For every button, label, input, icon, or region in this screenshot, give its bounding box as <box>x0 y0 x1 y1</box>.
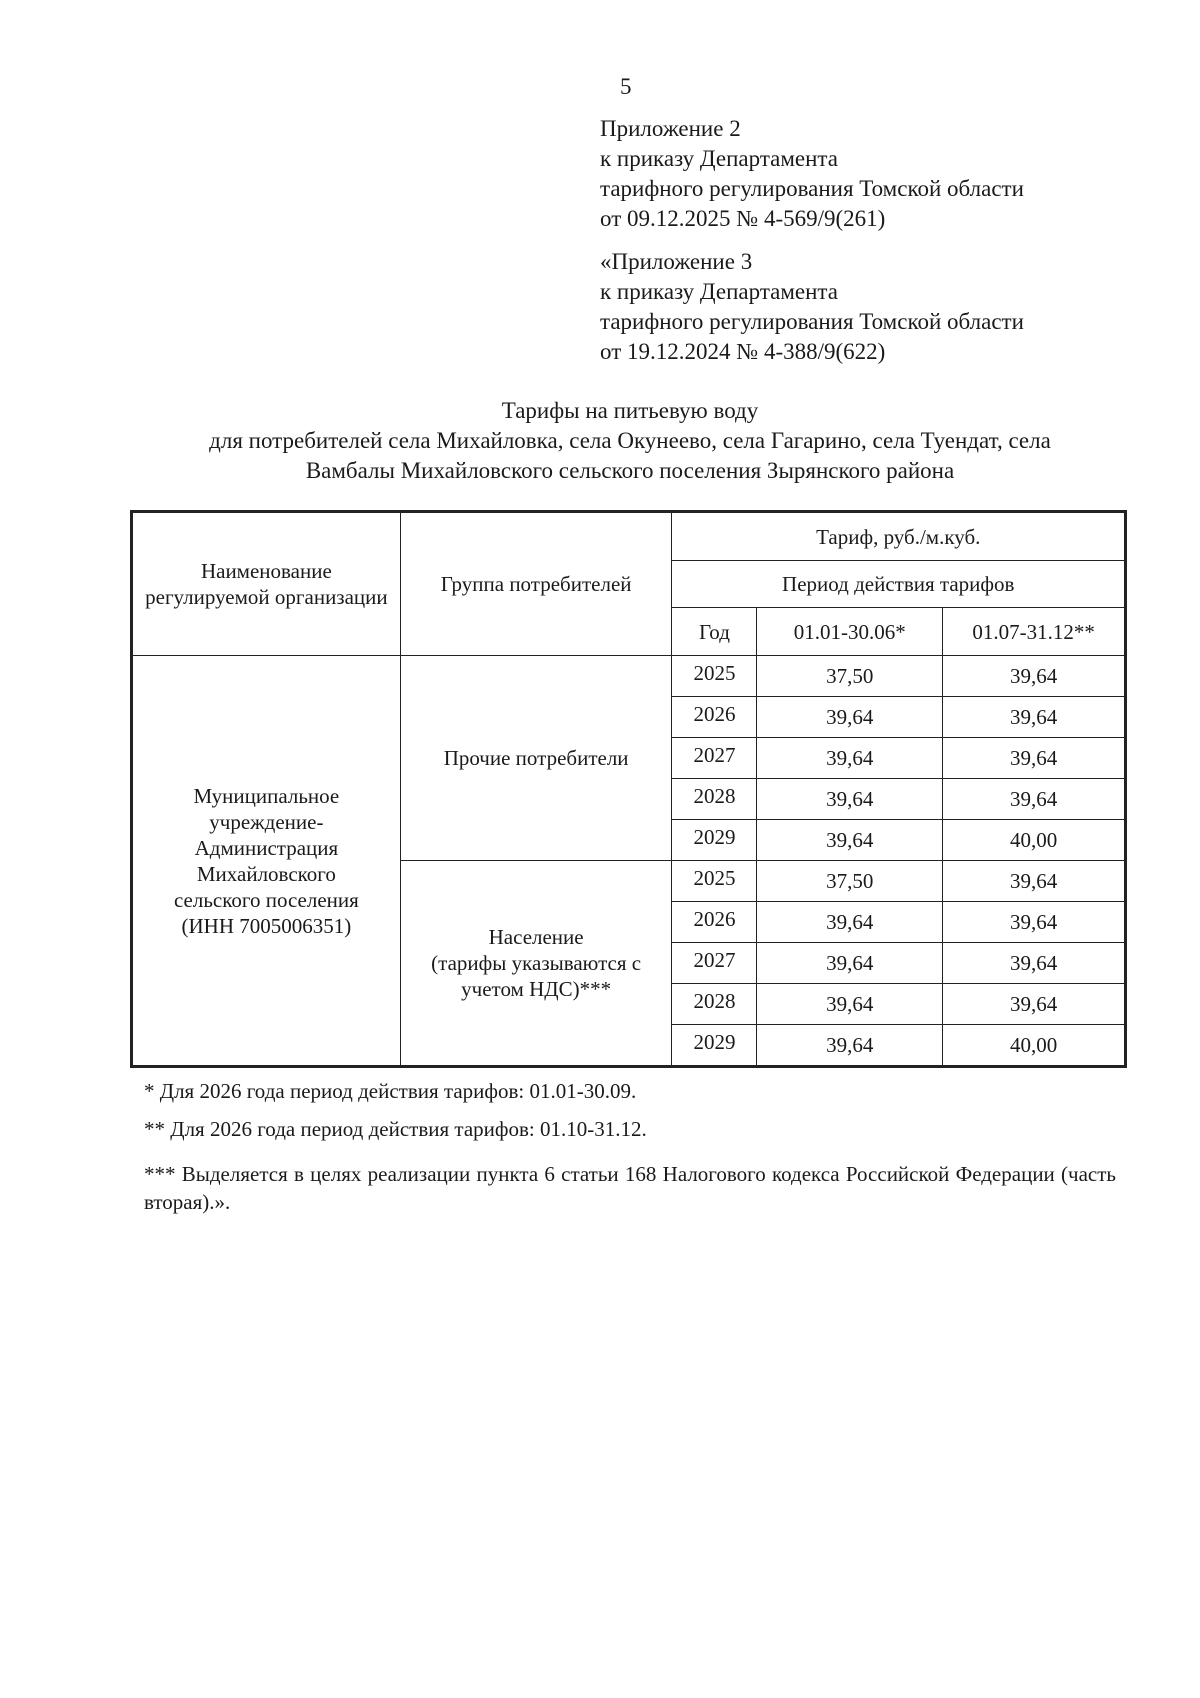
year-cell: 2025 <box>672 656 757 697</box>
header-half2: 01.07-31.12** <box>943 608 1125 656</box>
year-cell: 2026 <box>672 697 757 738</box>
title-line: Тарифы на питьевую воду <box>501 398 759 423</box>
tariff-h1-cell: 39,64 <box>757 902 943 943</box>
header-consumer-group: Группа потребителей <box>400 513 672 656</box>
organization-line: Муниципальное <box>193 783 340 808</box>
header-organization: Наименование регулируемой организации <box>133 513 401 656</box>
table-row <box>133 656 1125 697</box>
year-cell: 2027 <box>672 943 757 984</box>
header-half1: 01.01-30.06* <box>757 608 943 656</box>
tariff-h2-cell: 39,64 <box>943 861 1125 902</box>
title-line: Вамбалы Михайловского сельского поселения Зырянского района <box>305 458 955 483</box>
year-cell: 2027 <box>672 738 757 779</box>
organization-cell <box>133 656 401 1066</box>
appendix-line: тарифного регулирования Томской области <box>600 309 1024 334</box>
group-line: учетом НДС)*** <box>461 977 612 1001</box>
year-cell: 2028 <box>672 779 757 820</box>
footnote-3: *** Выделяется в целях реализации пункта 6 статьи 168 Налогового кодекса Российской Федерации (часть вторая).». <box>144 1162 1116 1214</box>
footnote-1: * Для 2026 года период действия тарифов: 01.01-30.09. <box>144 1079 637 1103</box>
title-line: для потребителей села Михайловка, села Окунеево, села Гагарино, села Туендат, села <box>209 428 1051 453</box>
year-cell: 2025 <box>672 861 757 902</box>
tariff-h1-cell: 39,64 <box>757 779 943 820</box>
tariff-table <box>132 512 1125 1066</box>
organization-line: Администрация <box>194 835 339 860</box>
appendix-line: от 19.12.2024 № 4-388/9(622) <box>600 339 886 364</box>
organization-line: (ИНН 7005006351) <box>181 913 352 938</box>
tariff-h1-cell: 37,50 <box>757 861 943 902</box>
tariff-h2-cell: 39,64 <box>943 738 1125 779</box>
tariff-h1-cell: 39,64 <box>757 984 943 1025</box>
appendix-line: тарифного регулирования Томской области <box>600 176 1024 201</box>
appendix-current-header <box>600 114 1024 234</box>
year-cell: 2029 <box>672 1025 757 1066</box>
year-cell: 2026 <box>672 902 757 943</box>
organization-line: учреждение- <box>209 809 324 834</box>
tariff-h2-cell: 40,00 <box>943 1025 1125 1066</box>
tariff-h1-cell: 37,50 <box>757 656 943 697</box>
appendix-line: к приказу Департамента <box>600 279 838 304</box>
tariff-h1-cell: 39,64 <box>757 697 943 738</box>
tariff-h2-cell: 39,64 <box>943 697 1125 738</box>
header-year: Год <box>672 608 757 656</box>
appendix-line: от 09.12.2025 № 4-569/9(261) <box>600 206 886 231</box>
appendix-line: «Приложение 3 <box>600 249 753 274</box>
header-period: Период действия тарифов <box>672 561 1125 608</box>
group-other-consumers: Прочие потребители <box>400 656 672 861</box>
year-cell: 2028 <box>672 984 757 1025</box>
group-line: Население <box>488 925 584 949</box>
tariff-h2-cell: 39,64 <box>943 943 1125 984</box>
header-tariff: Тариф, руб./м.куб. <box>672 513 1125 561</box>
footnote-2: ** Для 2026 года период действия тарифов: 01.10-31.12. <box>144 1117 647 1141</box>
organization-line: сельского поселения <box>173 887 359 912</box>
tariff-h2-cell: 39,64 <box>943 779 1125 820</box>
group-line: (тарифы указываются с <box>431 951 642 975</box>
tariff-h1-cell: 39,64 <box>757 820 943 861</box>
tariff-h2-cell: 40,00 <box>943 820 1125 861</box>
page-number: 5 <box>620 74 632 99</box>
group-population <box>400 861 672 1066</box>
tariff-h1-cell: 39,64 <box>757 738 943 779</box>
tariff-h1-cell: 39,64 <box>757 943 943 984</box>
tariff-h2-cell: 39,64 <box>943 656 1125 697</box>
tariff-h1-cell: 39,64 <box>757 1025 943 1066</box>
appendix-line: Приложение 2 <box>600 116 741 141</box>
organization-line: Михайловского <box>196 861 336 886</box>
appendix-line: к приказу Департамента <box>600 146 838 171</box>
tariff-h2-cell: 39,64 <box>943 902 1125 943</box>
tariff-h2-cell: 39,64 <box>943 984 1125 1025</box>
document-title <box>130 396 1130 486</box>
appendix-previous-header <box>600 247 1024 367</box>
year-cell: 2029 <box>672 820 757 861</box>
